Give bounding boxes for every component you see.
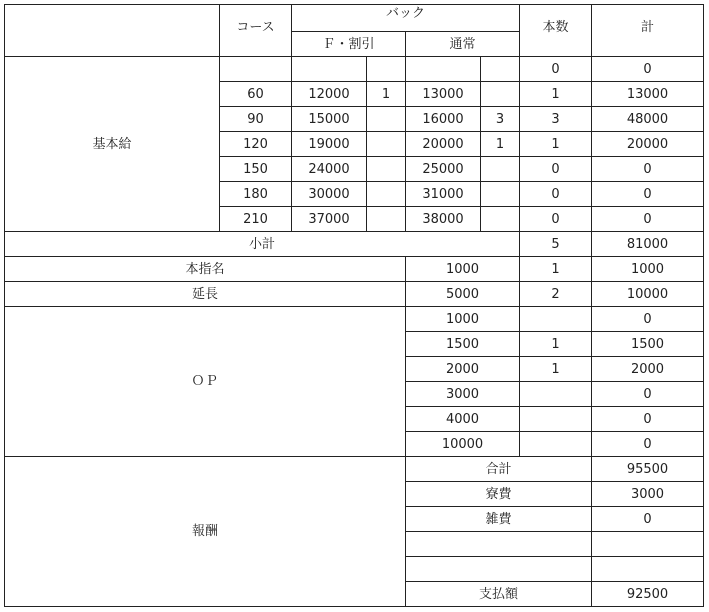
normal-price-cell[interactable]: 16000: [406, 107, 481, 132]
course-header: コース: [220, 5, 292, 57]
hoshu-value-cell[interactable]: 0: [592, 507, 704, 532]
hoshu-value-cell[interactable]: 3000: [592, 482, 704, 507]
table-row: [5, 307, 704, 332]
qty-cell[interactable]: [520, 307, 592, 332]
sum-cell[interactable]: 1000: [592, 257, 704, 282]
hoshu-item-label: [406, 532, 592, 557]
hoshu-value-cell[interactable]: [592, 557, 704, 582]
course-cell[interactable]: 150: [220, 157, 292, 182]
qty-cell[interactable]: [520, 382, 592, 407]
normal-count-cell[interactable]: [481, 207, 520, 232]
normal-count-cell[interactable]: 1: [481, 132, 520, 157]
qty-cell[interactable]: 2: [520, 282, 592, 307]
total-header: 計: [592, 5, 704, 57]
normal-count-cell[interactable]: [481, 57, 520, 82]
price-cell[interactable]: 5000: [406, 282, 520, 307]
table-row: [5, 457, 704, 482]
f-count-cell[interactable]: [367, 157, 406, 182]
op-label: ＯＰ: [5, 307, 406, 457]
sum-cell[interactable]: 13000: [592, 82, 704, 107]
encho-label: 延長: [5, 282, 406, 307]
normal-price-cell[interactable]: 20000: [406, 132, 481, 157]
f-count-cell[interactable]: [367, 207, 406, 232]
f-price-cell[interactable]: 24000: [292, 157, 367, 182]
sum-cell[interactable]: 0: [592, 207, 704, 232]
f-price-cell[interactable]: 37000: [292, 207, 367, 232]
hoshu-value-cell[interactable]: [592, 532, 704, 557]
qty-cell[interactable]: 1: [520, 82, 592, 107]
hoshu-item-label: 合計: [406, 457, 592, 482]
sum-cell[interactable]: 0: [592, 432, 704, 457]
pay-table: [4, 4, 704, 607]
qty-cell[interactable]: 0: [520, 157, 592, 182]
price-cell[interactable]: 10000: [406, 432, 520, 457]
payment-value-cell[interactable]: 92500: [592, 582, 704, 607]
qty-cell[interactable]: [520, 407, 592, 432]
price-cell[interactable]: 1500: [406, 332, 520, 357]
subtotal-row: [5, 232, 704, 257]
sum-cell[interactable]: 0: [592, 157, 704, 182]
sum-cell[interactable]: 0: [592, 407, 704, 432]
sum-cell[interactable]: 0: [592, 57, 704, 82]
qty-cell[interactable]: 5: [520, 232, 592, 257]
sum-cell[interactable]: 10000: [592, 282, 704, 307]
qty-cell[interactable]: 1: [520, 357, 592, 382]
subtotal-label: 小計: [5, 232, 520, 257]
normal-header: 通常: [406, 32, 520, 57]
course-cell[interactable]: 90: [220, 107, 292, 132]
price-cell[interactable]: 4000: [406, 407, 520, 432]
encho-row: [5, 282, 704, 307]
hoshu-label: 報酬: [5, 457, 406, 607]
f-price-cell[interactable]: 15000: [292, 107, 367, 132]
normal-price-cell[interactable]: 13000: [406, 82, 481, 107]
price-cell[interactable]: 1000: [406, 257, 520, 282]
sum-cell[interactable]: 20000: [592, 132, 704, 157]
back-header: バック: [292, 5, 520, 32]
sum-cell[interactable]: 81000: [592, 232, 704, 257]
f-price-cell[interactable]: 19000: [292, 132, 367, 157]
kihonkyu-label: 基本給: [5, 57, 220, 232]
qty-cell[interactable]: 3: [520, 107, 592, 132]
normal-count-cell[interactable]: [481, 157, 520, 182]
price-cell[interactable]: 3000: [406, 382, 520, 407]
qty-cell[interactable]: 1: [520, 257, 592, 282]
qty-cell[interactable]: 0: [520, 57, 592, 82]
qty-cell[interactable]: 1: [520, 132, 592, 157]
hoshu-item-label: [406, 557, 592, 582]
f-price-cell[interactable]: [292, 57, 367, 82]
f-count-cell[interactable]: 1: [367, 82, 406, 107]
hoshu-value-cell[interactable]: 95500: [592, 457, 704, 482]
honshimei-label: 本指名: [5, 257, 406, 282]
table-row: [5, 57, 704, 82]
hoshu-item-label: 雑費: [406, 507, 592, 532]
sum-cell[interactable]: 1500: [592, 332, 704, 357]
normal-price-cell[interactable]: 25000: [406, 157, 481, 182]
price-cell[interactable]: 2000: [406, 357, 520, 382]
sum-cell[interactable]: 0: [592, 182, 704, 207]
f-count-cell[interactable]: [367, 182, 406, 207]
sum-cell[interactable]: 2000: [592, 357, 704, 382]
f-price-cell[interactable]: 12000: [292, 82, 367, 107]
sum-cell[interactable]: 0: [592, 307, 704, 332]
f-count-cell[interactable]: [367, 57, 406, 82]
f-discount-header: Ｆ・割引: [292, 32, 406, 57]
course-cell[interactable]: 180: [220, 182, 292, 207]
honshimei-row: [5, 257, 704, 282]
normal-price-cell[interactable]: [406, 57, 481, 82]
f-count-cell[interactable]: [367, 107, 406, 132]
normal-price-cell[interactable]: 38000: [406, 207, 481, 232]
header-row-1: [5, 5, 704, 32]
f-count-cell[interactable]: [367, 132, 406, 157]
qty-cell[interactable]: 0: [520, 182, 592, 207]
course-cell[interactable]: 120: [220, 132, 292, 157]
sum-cell[interactable]: 0: [592, 382, 704, 407]
course-cell[interactable]: 210: [220, 207, 292, 232]
qty-cell[interactable]: 1: [520, 332, 592, 357]
normal-count-cell[interactable]: [481, 82, 520, 107]
course-cell[interactable]: 60: [220, 82, 292, 107]
sum-cell[interactable]: 48000: [592, 107, 704, 132]
count-header: 本数: [520, 5, 592, 57]
qty-cell[interactable]: 0: [520, 207, 592, 232]
corner-blank-cell: [5, 5, 220, 57]
course-cell[interactable]: [220, 57, 292, 82]
hoshu-item-label: 寮費: [406, 482, 592, 507]
qty-cell[interactable]: [520, 432, 592, 457]
payment-label: 支払額: [406, 582, 592, 607]
f-price-cell[interactable]: 30000: [292, 182, 367, 207]
normal-count-cell[interactable]: 3: [481, 107, 520, 132]
normal-count-cell[interactable]: [481, 182, 520, 207]
price-cell[interactable]: 1000: [406, 307, 520, 332]
normal-price-cell[interactable]: 31000: [406, 182, 481, 207]
